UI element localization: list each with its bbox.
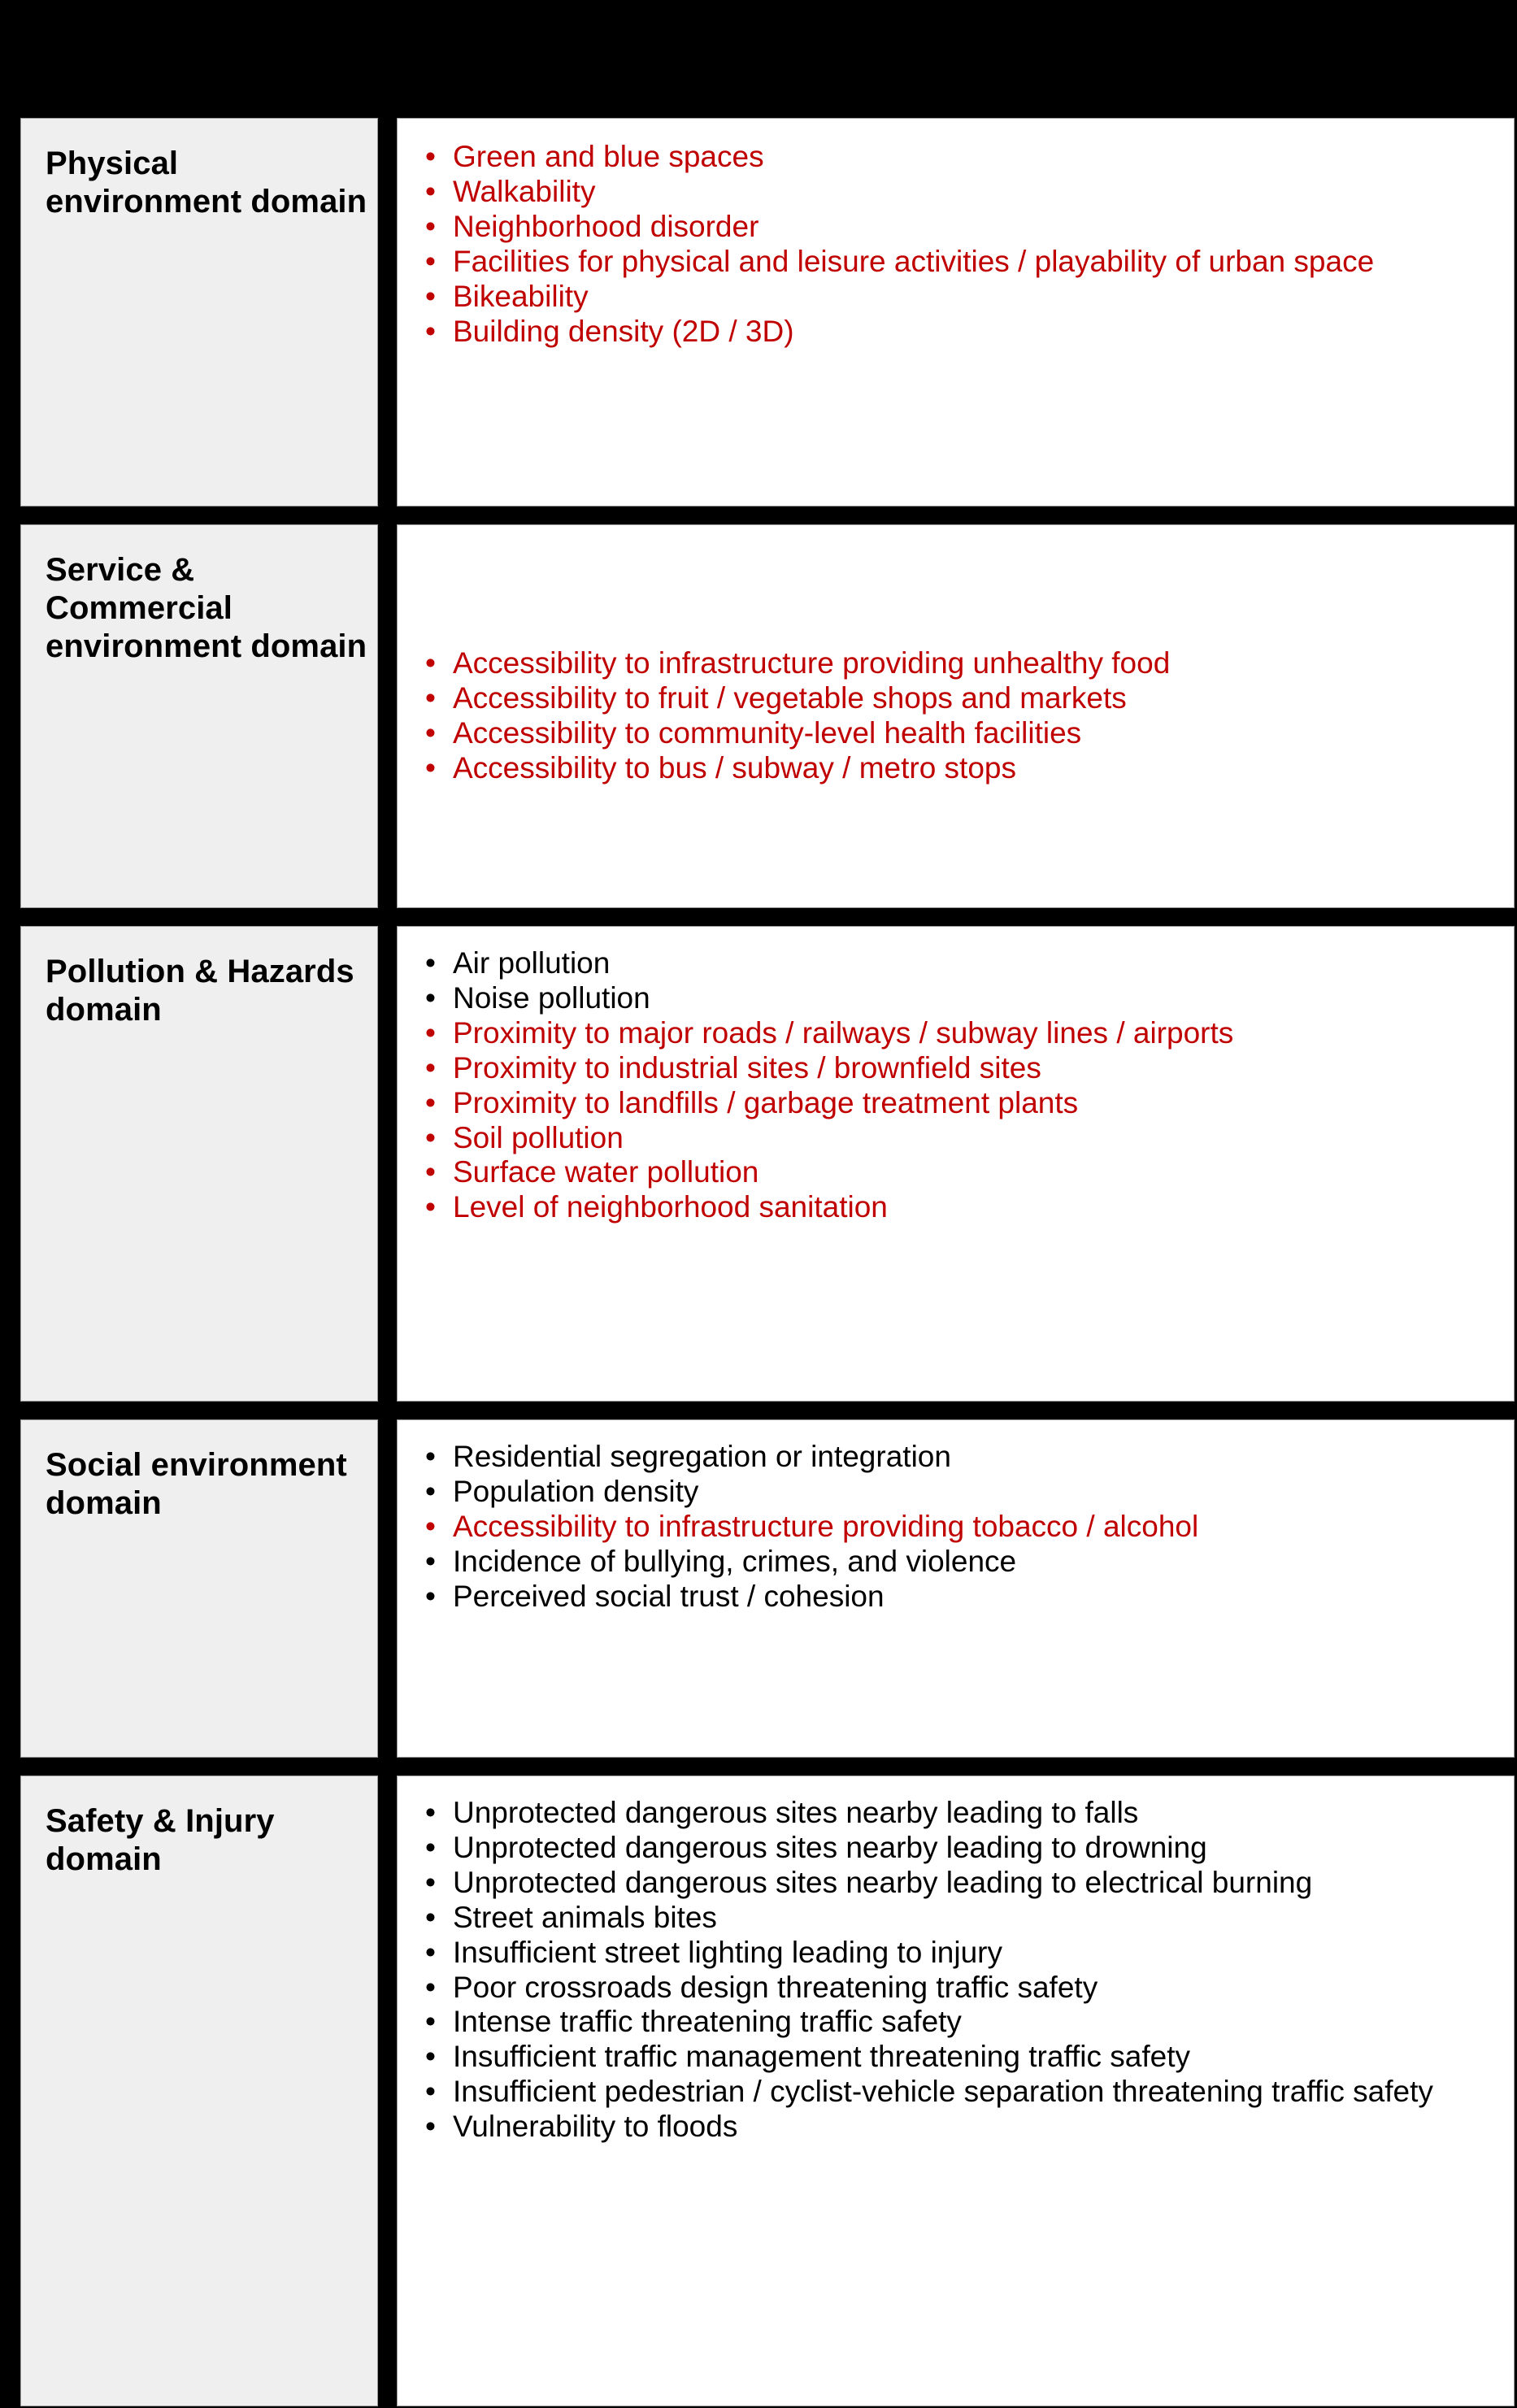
table-row xyxy=(0,524,1517,908)
bullet-icon: • xyxy=(425,1509,436,1543)
list-item xyxy=(419,140,1497,175)
bullet-icon: • xyxy=(425,1579,436,1613)
list-item-label: Accessibility to community-level health facilities xyxy=(453,716,1082,750)
list-item xyxy=(419,946,1497,981)
list-item-label: Noise pollution xyxy=(453,980,650,1015)
indicator-list xyxy=(419,1440,1497,1615)
bullet-icon: • xyxy=(425,2040,436,2074)
bullet-icon: • xyxy=(425,1796,436,1829)
list-item-label: Unprotected dangerous sites nearby leading to drowning xyxy=(453,1830,1207,1864)
bullet-icon: • xyxy=(425,1015,436,1050)
list-item-label: Bikeability xyxy=(453,279,589,313)
list-item-label: Level of neighborhood sanitation xyxy=(453,1190,888,1224)
bullet-icon: • xyxy=(425,2110,436,2144)
list-item xyxy=(419,646,1497,681)
bullet-icon: • xyxy=(425,244,436,278)
list-item xyxy=(419,280,1497,315)
bullet-icon: • xyxy=(425,1440,436,1473)
list-item-label: Vulnerability to floods xyxy=(453,2110,738,2144)
domain-label-cell: Service & Commercial environment domain xyxy=(20,524,378,908)
list-item-label: Accessibility to infrastructure providing tobacco / alcohol xyxy=(453,1509,1199,1543)
indicator-list xyxy=(419,646,1497,786)
list-item xyxy=(419,1796,1497,1831)
list-item-label: Insufficient street lighting leading to injury xyxy=(453,1935,1002,1969)
list-item-label: Insufficient traffic management threatening traffic safety xyxy=(453,2040,1191,2074)
bullet-icon: • xyxy=(425,174,436,208)
indicator-list-cell xyxy=(397,524,1515,908)
list-item xyxy=(419,681,1497,716)
list-item-label: Street animals bites xyxy=(453,1900,717,1934)
bullet-icon: • xyxy=(425,1900,436,1934)
list-item-label: Green and blue spaces xyxy=(453,140,764,173)
domain-label-cell: Pollution & Hazards domain xyxy=(20,926,378,1402)
list-item-label: Proximity to major roads / railways / subway lines / airports xyxy=(453,1015,1234,1050)
list-item xyxy=(419,1190,1497,1225)
list-item xyxy=(419,1121,1497,1156)
list-item-label: Building density (2D / 3D) xyxy=(453,314,794,348)
bullet-icon: • xyxy=(425,1544,436,1578)
list-item xyxy=(419,751,1497,786)
table-row xyxy=(0,118,1517,506)
list-item xyxy=(419,1016,1497,1051)
list-item-label: Proximity to industrial sites / brownfield sites xyxy=(453,1050,1041,1084)
bullet-icon: • xyxy=(425,946,436,980)
list-item-label: Air pollution xyxy=(453,946,611,980)
list-item xyxy=(419,315,1497,350)
bullet-icon: • xyxy=(425,1050,436,1084)
list-item-label: Walkability xyxy=(453,174,596,208)
list-item-label: Facilities for physical and leisure activities / playability of urban space xyxy=(453,244,1375,278)
list-item xyxy=(419,1866,1497,1901)
list-item xyxy=(419,1510,1497,1545)
list-item-label: Neighborhood disorder xyxy=(453,209,759,243)
bullet-icon: • xyxy=(425,1970,436,2004)
list-item-label: Accessibility to infrastructure providing unhealthy food xyxy=(453,646,1171,680)
list-item xyxy=(419,1155,1497,1190)
list-item-label: Accessibility to fruit / vegetable shops and markets xyxy=(453,681,1127,715)
bullet-icon: • xyxy=(425,2075,436,2109)
bullet-icon: • xyxy=(425,1474,436,1508)
bullet-icon: • xyxy=(425,279,436,313)
list-item-label: Unprotected dangerous sites nearby leading to electrical burning xyxy=(453,1865,1313,1899)
indicator-list xyxy=(419,140,1497,349)
list-item xyxy=(419,2075,1497,2110)
list-item xyxy=(419,1545,1497,1580)
list-item xyxy=(419,210,1497,245)
domain-label-cell: Social environment domain xyxy=(20,1419,378,1758)
list-item-label: Insufficient pedestrian / cyclist-vehicle separation threatening traffic safety xyxy=(453,2075,1433,2109)
table-row xyxy=(0,1776,1517,2406)
bullet-icon: • xyxy=(425,2005,436,2039)
list-item-label: Poor crossroads design threatening traffic safety xyxy=(453,1970,1098,2004)
list-item xyxy=(419,1831,1497,1866)
bullet-icon: • xyxy=(425,1190,436,1224)
list-item-label: Soil pollution xyxy=(453,1120,624,1154)
bullet-icon: • xyxy=(425,314,436,348)
list-item xyxy=(419,1051,1497,1086)
table-row xyxy=(0,926,1517,1402)
list-item xyxy=(419,2005,1497,2040)
list-item-label: Proximity to landfills / garbage treatment plants xyxy=(453,1085,1079,1119)
list-item-label: Population density xyxy=(453,1474,699,1508)
list-item-label: Surface water pollution xyxy=(453,1155,759,1189)
domain-label-cell: Physical environment domain xyxy=(20,118,378,506)
list-item xyxy=(419,981,1497,1016)
list-item xyxy=(419,2040,1497,2075)
list-item-label: Intense traffic threatening traffic safety xyxy=(453,2005,962,2039)
bullet-icon: • xyxy=(425,1120,436,1154)
list-item xyxy=(419,716,1497,751)
indicator-list xyxy=(419,1796,1497,2145)
list-item xyxy=(419,1971,1497,2006)
bullet-icon: • xyxy=(425,1935,436,1969)
indicator-list-cell xyxy=(397,1776,1515,2406)
list-item xyxy=(419,1475,1497,1510)
list-item-label: Incidence of bullying, crimes, and violence xyxy=(453,1544,1017,1578)
list-item xyxy=(419,175,1497,210)
indicator-list-cell xyxy=(397,1419,1515,1758)
list-item-label: Residential segregation or integration xyxy=(453,1440,951,1473)
bullet-icon: • xyxy=(425,750,436,785)
bullet-icon: • xyxy=(425,140,436,173)
list-item-label: Accessibility to bus / subway / metro stops xyxy=(453,750,1016,785)
list-item-label: Perceived social trust / cohesion xyxy=(453,1579,885,1613)
bullet-icon: • xyxy=(425,1155,436,1189)
list-item xyxy=(419,1936,1497,1971)
list-item xyxy=(419,1086,1497,1121)
list-item xyxy=(419,1440,1497,1475)
list-item xyxy=(419,1901,1497,1936)
bullet-icon: • xyxy=(425,716,436,750)
list-item xyxy=(419,245,1497,280)
table-row xyxy=(0,1419,1517,1758)
indicator-list-cell xyxy=(397,926,1515,1402)
domain-label-cell: Safety & Injury domain xyxy=(20,1776,378,2406)
bullet-icon: • xyxy=(425,1085,436,1119)
bullet-icon: • xyxy=(425,1830,436,1864)
bullet-icon: • xyxy=(425,209,436,243)
bullet-icon: • xyxy=(425,1865,436,1899)
indicator-list xyxy=(419,946,1497,1225)
bullet-icon: • xyxy=(425,681,436,715)
indicator-list-cell xyxy=(397,118,1515,506)
list-item xyxy=(419,1580,1497,1615)
bullet-icon: • xyxy=(425,980,436,1015)
list-item xyxy=(419,2110,1497,2145)
list-item-label: Unprotected dangerous sites nearby leading to falls xyxy=(453,1796,1139,1829)
bullet-icon: • xyxy=(425,646,436,680)
